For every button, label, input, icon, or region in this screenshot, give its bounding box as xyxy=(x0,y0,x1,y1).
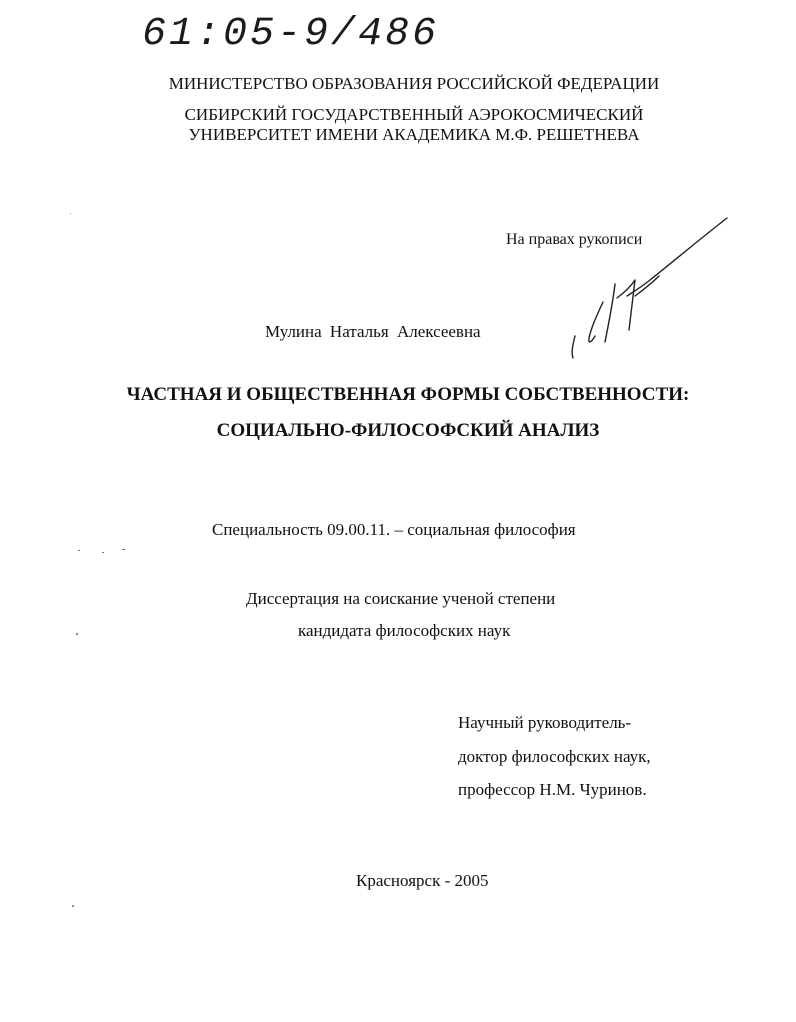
degree-line-2: кандидата философских наук xyxy=(298,621,511,640)
archive-stamp xyxy=(142,4,452,54)
author-name: Мулина Наталья Алексеевна xyxy=(265,322,481,341)
archive-stamp-code: 61:05-9/486 xyxy=(142,12,440,54)
degree-line-1: Диссертация на соискание ученой степени xyxy=(246,589,556,608)
city-year: Красноярск - 2005 xyxy=(356,871,489,890)
scan-speck xyxy=(78,550,80,551)
scan-speck xyxy=(102,552,104,553)
scan-speck xyxy=(70,213,71,214)
dissertation-title-line-1: ЧАСТНАЯ И ОБЩЕСТВЕННАЯ ФОРМЫ СОБСТВЕННОСТИ: xyxy=(126,384,690,405)
advisor-degree: доктор философских наук, xyxy=(458,747,651,766)
university-heading-line-2: УНИВЕРСИТЕТ ИМЕНИ АКАДЕМИКА М.Ф. РЕШЕТНЕВА xyxy=(188,125,640,144)
ministry-heading: МИНИСТЕРСТВО ОБРАЗОВАНИЯ РОССИЙСКОЙ ФЕДЕРАЦИИ xyxy=(168,74,660,93)
scan-speck xyxy=(76,633,78,635)
scan-speck xyxy=(122,549,125,550)
scan-speck xyxy=(72,905,74,907)
dissertation-title-line-2: СОЦИАЛЬНО-ФИЛОСОФСКИЙ АНАЛИЗ xyxy=(216,420,600,441)
handwritten-signature xyxy=(555,210,745,370)
specialty-line: Специальность 09.00.11. – социальная философия xyxy=(212,520,576,539)
advisor-name: профессор Н.М. Чуринов. xyxy=(458,780,647,799)
university-heading-line-1: СИБИРСКИЙ ГОСУДАРСТВЕННЫЙ АЭРОКОСМИЧЕСКИЙ xyxy=(184,105,644,124)
advisor-label: Научный руководитель- xyxy=(458,713,632,732)
manuscript-rights-note: На правах рукописи xyxy=(506,231,643,248)
